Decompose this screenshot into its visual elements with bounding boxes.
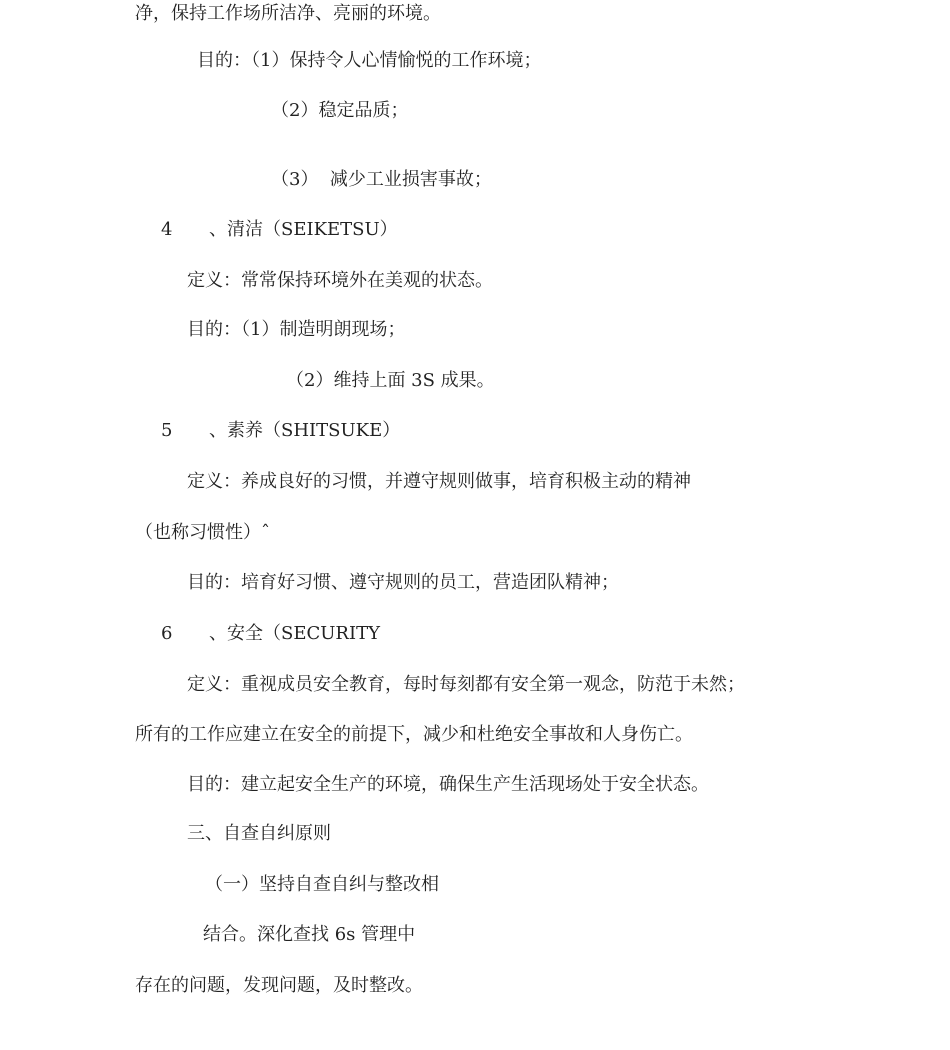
text-line: （2）维持上面 3S 成果。 (286, 370, 495, 391)
section-number: 4 (161, 219, 173, 240)
text-line: （也称习惯性）ˆ (135, 522, 270, 543)
section-heading: 、安全（SECURITY (209, 623, 380, 644)
section-heading: 、素养（SHITSUKE） (209, 420, 401, 441)
text-line: （2）稳定品质； (271, 100, 409, 121)
section-number: 5 (161, 420, 173, 441)
text-line: 定义：常常保持环境外在美观的状态。 (187, 270, 493, 291)
section-number: 6 (161, 623, 173, 644)
text-line: 定义：养成良好的习惯，并遵守规则做事，培育积极主动的精神 (187, 471, 691, 492)
text-line: （一）坚持自查自纠与整改相 (205, 874, 439, 895)
text-line: 目的：培育好习惯、遵守规则的员工，营造团队精神； (187, 572, 619, 593)
text-line: 目的：（1）保持令人心情愉悦的工作环境； (197, 50, 542, 71)
text-line: 所有的工作应建立在安全的前提下，减少和杜绝安全事故和人身伤亡。 (135, 724, 693, 745)
text-line: （3） 减少工业损害事故； (271, 169, 492, 190)
text-line: 结合。深化查找 6s 管理中 (203, 924, 416, 945)
section-heading: 三、自查自纠原则 (187, 823, 331, 844)
text-line: 定义：重视成员安全教育，每时每刻都有安全第一观念，防范于未然； (187, 674, 745, 695)
text-line: 净，保持工作场所洁净、亮丽的环境。 (135, 3, 441, 24)
section-heading: 、清洁（SEIKETSU） (209, 219, 398, 240)
text-line: 存在的问题，发现问题，及时整改。 (135, 975, 423, 996)
text-line: 目的：（1）制造明朗现场； (187, 319, 406, 340)
text-line: 目的：建立起安全生产的环境，确保生产生活现场处于安全状态。 (187, 774, 709, 795)
